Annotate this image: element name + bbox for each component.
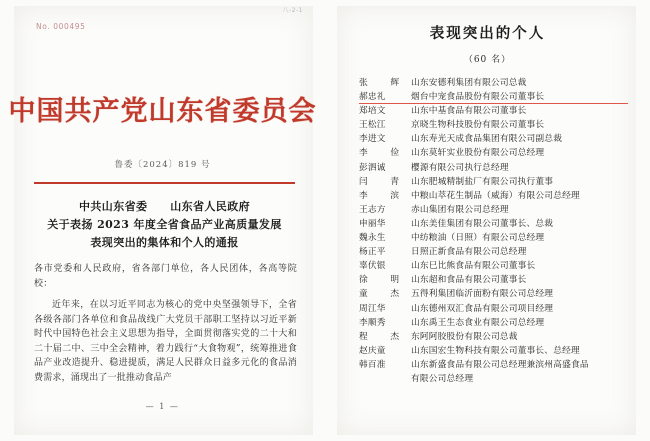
honoree-title: 山东超和食品有限公司董事长 [411, 275, 527, 286]
honoree-name: 杨正平 [359, 247, 386, 258]
honoree-row [359, 175, 632, 189]
honoree-name: 程 杰 [359, 331, 407, 342]
honoree-row [359, 90, 632, 104]
honoree-row [359, 372, 632, 386]
honoree-list [359, 76, 632, 386]
honoree-row [359, 76, 632, 90]
honoree-row [359, 273, 632, 287]
honoree-row [359, 104, 632, 118]
honoree-row [359, 330, 632, 344]
corner-mark: 八-2-1 [282, 7, 303, 14]
honoree-name: 郝忠礼 [359, 92, 386, 103]
issuing-authority-header: 中国共产党山东省委员会 [8, 96, 317, 127]
honoree-title: 樱源有限公司执行总经理 [411, 162, 509, 173]
honoree-row [359, 161, 632, 175]
honoree-title: 山东安德利集团有限公司总裁 [411, 78, 527, 88]
honoree-name: 李顺秀 [359, 317, 386, 328]
honoree-name: 李 滨 [359, 190, 407, 201]
honoree-name: 闫 青 [359, 176, 407, 187]
honoree-name: 王松江 [359, 120, 386, 131]
honoree-row [359, 245, 632, 259]
honoree-row [359, 231, 632, 245]
honoree-title: 山东中基食品有限公司董事长 [411, 106, 527, 117]
honoree-row [359, 132, 632, 146]
honoree-title: 赤山集团有限公司总经理 [411, 204, 509, 215]
honoree-name: 魏永生 [359, 233, 386, 244]
document-title [30, 198, 299, 252]
list-title: 表现突出的个人 [429, 25, 546, 42]
document-serial-number: No. 000495 [36, 22, 86, 31]
honoree-title: 中粮山萃花生制品（威海）有限公司总经理 [411, 190, 580, 201]
honoree-row [359, 316, 632, 330]
honoree-row [359, 344, 632, 358]
honoree-row [359, 146, 632, 160]
honoree-name: 童 杰 [359, 289, 407, 300]
honoree-row [359, 118, 632, 132]
honoree-row [359, 302, 632, 316]
honoree-title: 山东美佳集团有限公司董事长、总裁 [411, 218, 554, 229]
honoree-title: 京晓生物科技股份有限公司董事长 [411, 120, 545, 131]
honoree-name: 赵庆童 [359, 345, 386, 356]
honoree-name: 张 辉 [359, 78, 407, 88]
honoree-title: 山东国宏生物科技有限公司董事长、总经理 [411, 345, 580, 356]
honoree-name: 徐 明 [359, 275, 407, 286]
page-number: — 1 — [145, 402, 180, 411]
honoree-title: 有限公司总经理 [411, 373, 474, 384]
honoree-title: 山东寿光天成食品集团有限公司副总裁 [411, 134, 563, 145]
honoree-row [359, 287, 632, 301]
document-reference-number: 鲁委〔2024〕819 号 [114, 160, 211, 170]
honoree-title: 山东莫轩实业股份有限公司总经理 [411, 148, 545, 159]
honoree-row [359, 358, 632, 372]
right-page [325, 0, 650, 441]
honoree-name: 王志方 [359, 204, 386, 215]
honoree-title: 日照正新食品有限公司总经理 [411, 247, 527, 258]
honoree-name: 李 俭 [359, 148, 407, 159]
honoree-name: 韩百准 [359, 359, 386, 370]
honoree-name: 周江华 [359, 303, 386, 314]
honoree-row [359, 189, 632, 203]
honoree-title: 中纺粮油（日照）有限公司总经理 [411, 233, 545, 244]
honoree-name: 彭泗诚 [359, 162, 386, 173]
document-title-line-3: 表现突出的集体和个人的通报 [90, 236, 239, 250]
honoree-title: 东阿阿胶股份有限公司总裁 [411, 331, 518, 342]
honoree-title: 山东新盛食品有限公司总经理兼滨州高盛食品 [411, 359, 589, 370]
honoree-title: 山东禹王生态食业有限公司总经理 [411, 317, 545, 328]
honoree-title: 山东巳比熊食品有限公司董事长 [411, 261, 536, 272]
honoree-title: 五得利集团临沂面粉有限公司总经理 [411, 289, 554, 300]
honoree-title: 山东肥城精制盐厂有限公司执行董事 [411, 176, 554, 187]
honoree-name: 郑培文 [359, 106, 386, 117]
honoree-title: 烟台中宠食品股份有限公司董事长 [411, 92, 545, 103]
red-divider-rule [34, 182, 295, 184]
honoree-name: 李进文 [359, 134, 386, 145]
list-count: （60 名） [463, 55, 512, 65]
salutation-text: 各市党委和人民政府，省各部门单位，各人民团体，各高等院校： [34, 264, 297, 289]
document-title-line-1: 中共山东省委 山东省人民政府 [79, 200, 250, 213]
honoree-name: 申丽华 [359, 218, 386, 229]
honoree-title: 山东德州双汇食品有限公司项目经理 [411, 303, 554, 314]
honoree-row [359, 217, 632, 231]
document-title-line-2: 关于表扬 2023 年度全省食品产业高质量发展 [47, 218, 282, 232]
honoree-name: 辜伏银 [359, 261, 386, 272]
honoree-row [359, 203, 632, 217]
body-paragraph: 近年来，在以习近平同志为核心的党中央坚强领导下，全省各级各部门各单位和食品战线广大党员干部职工坚持以习近平新时代中国特色社会主义思想为指导，全面贯彻落实党的二十大和二十届二中、三中全会精神，着力践行“大食物观”，统筹推进食品产业改造提升、稳进提质，满足人民群众日益多元化的食品消费需求，涌现出了一批推动食品产 [34, 300, 297, 383]
honoree-row [359, 259, 632, 273]
